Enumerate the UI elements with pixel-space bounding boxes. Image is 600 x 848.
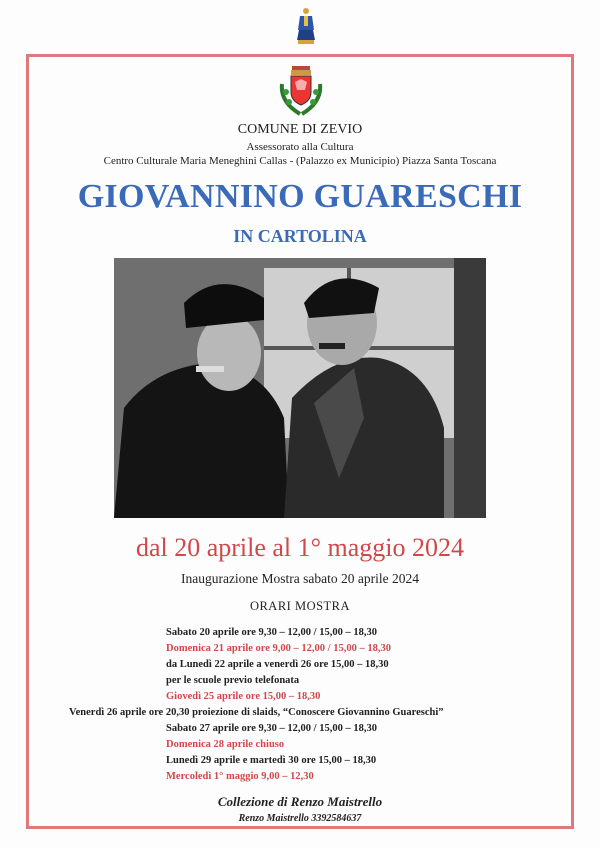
- schedule-line: Giovedì 25 aprile ore 15,00 – 18,30: [166, 691, 321, 702]
- schedule-line: Lunedì 29 aprile e martedì 30 ore 15,00 – 18,30: [166, 755, 377, 766]
- film-still-photo: [114, 258, 486, 518]
- venue-address: Centro Culturale Maria Meneghini Callas - (Palazzo ex Municipio) Piazza Santa Toscana: [103, 155, 497, 167]
- figure-logo-icon: [294, 6, 318, 50]
- event-subtitle: IN CARTOLINA: [233, 226, 367, 246]
- schedule-line: Domenica 28 aprile chiuso: [166, 739, 285, 750]
- inauguration-date: Inaugurazione Mostra sabato 20 aprile 2024: [180, 571, 420, 586]
- schedule-line: Sabato 27 aprile ore 9,30 – 12,00 / 15,00 – 18,30: [166, 723, 377, 734]
- assessorato-label: Assessorato alla Cultura: [246, 141, 354, 153]
- event-title: GIOVANNINO GUARESCHI: [77, 178, 523, 215]
- schedule-line: Mercoledì 1° maggio 9,00 – 12,30: [166, 771, 314, 782]
- municipal-crest-icon: [278, 62, 324, 118]
- schedule-line: Domenica 21 aprile ore 9,00 – 12,00 / 15,00 – 18,30: [166, 643, 391, 654]
- schedule-line: da Lunedì 22 aprile a venerdì 26 ore 15,00 – 18,30: [166, 659, 389, 670]
- collection-credit: Collezione di Renzo Maistrello: [217, 794, 383, 809]
- schedule-line: Sabato 20 aprile ore 9,30 – 12,00 / 15,00 – 18,30: [166, 627, 377, 638]
- comune-name: COMUNE DI ZEVIO: [237, 122, 363, 137]
- schedule-line: Venerdì 26 aprile ore 20,30 proiezione di slaids, “Conoscere Giovannino Guareschi”: [69, 707, 444, 718]
- schedule-heading: ORARI MOSTRA: [249, 599, 351, 613]
- event-dates: dal 20 aprile al 1° maggio 2024: [135, 533, 465, 562]
- contact-info: Renzo Maistrello 3392584637: [238, 813, 362, 824]
- schedule-line: per le scuole previo telefonata: [166, 675, 300, 686]
